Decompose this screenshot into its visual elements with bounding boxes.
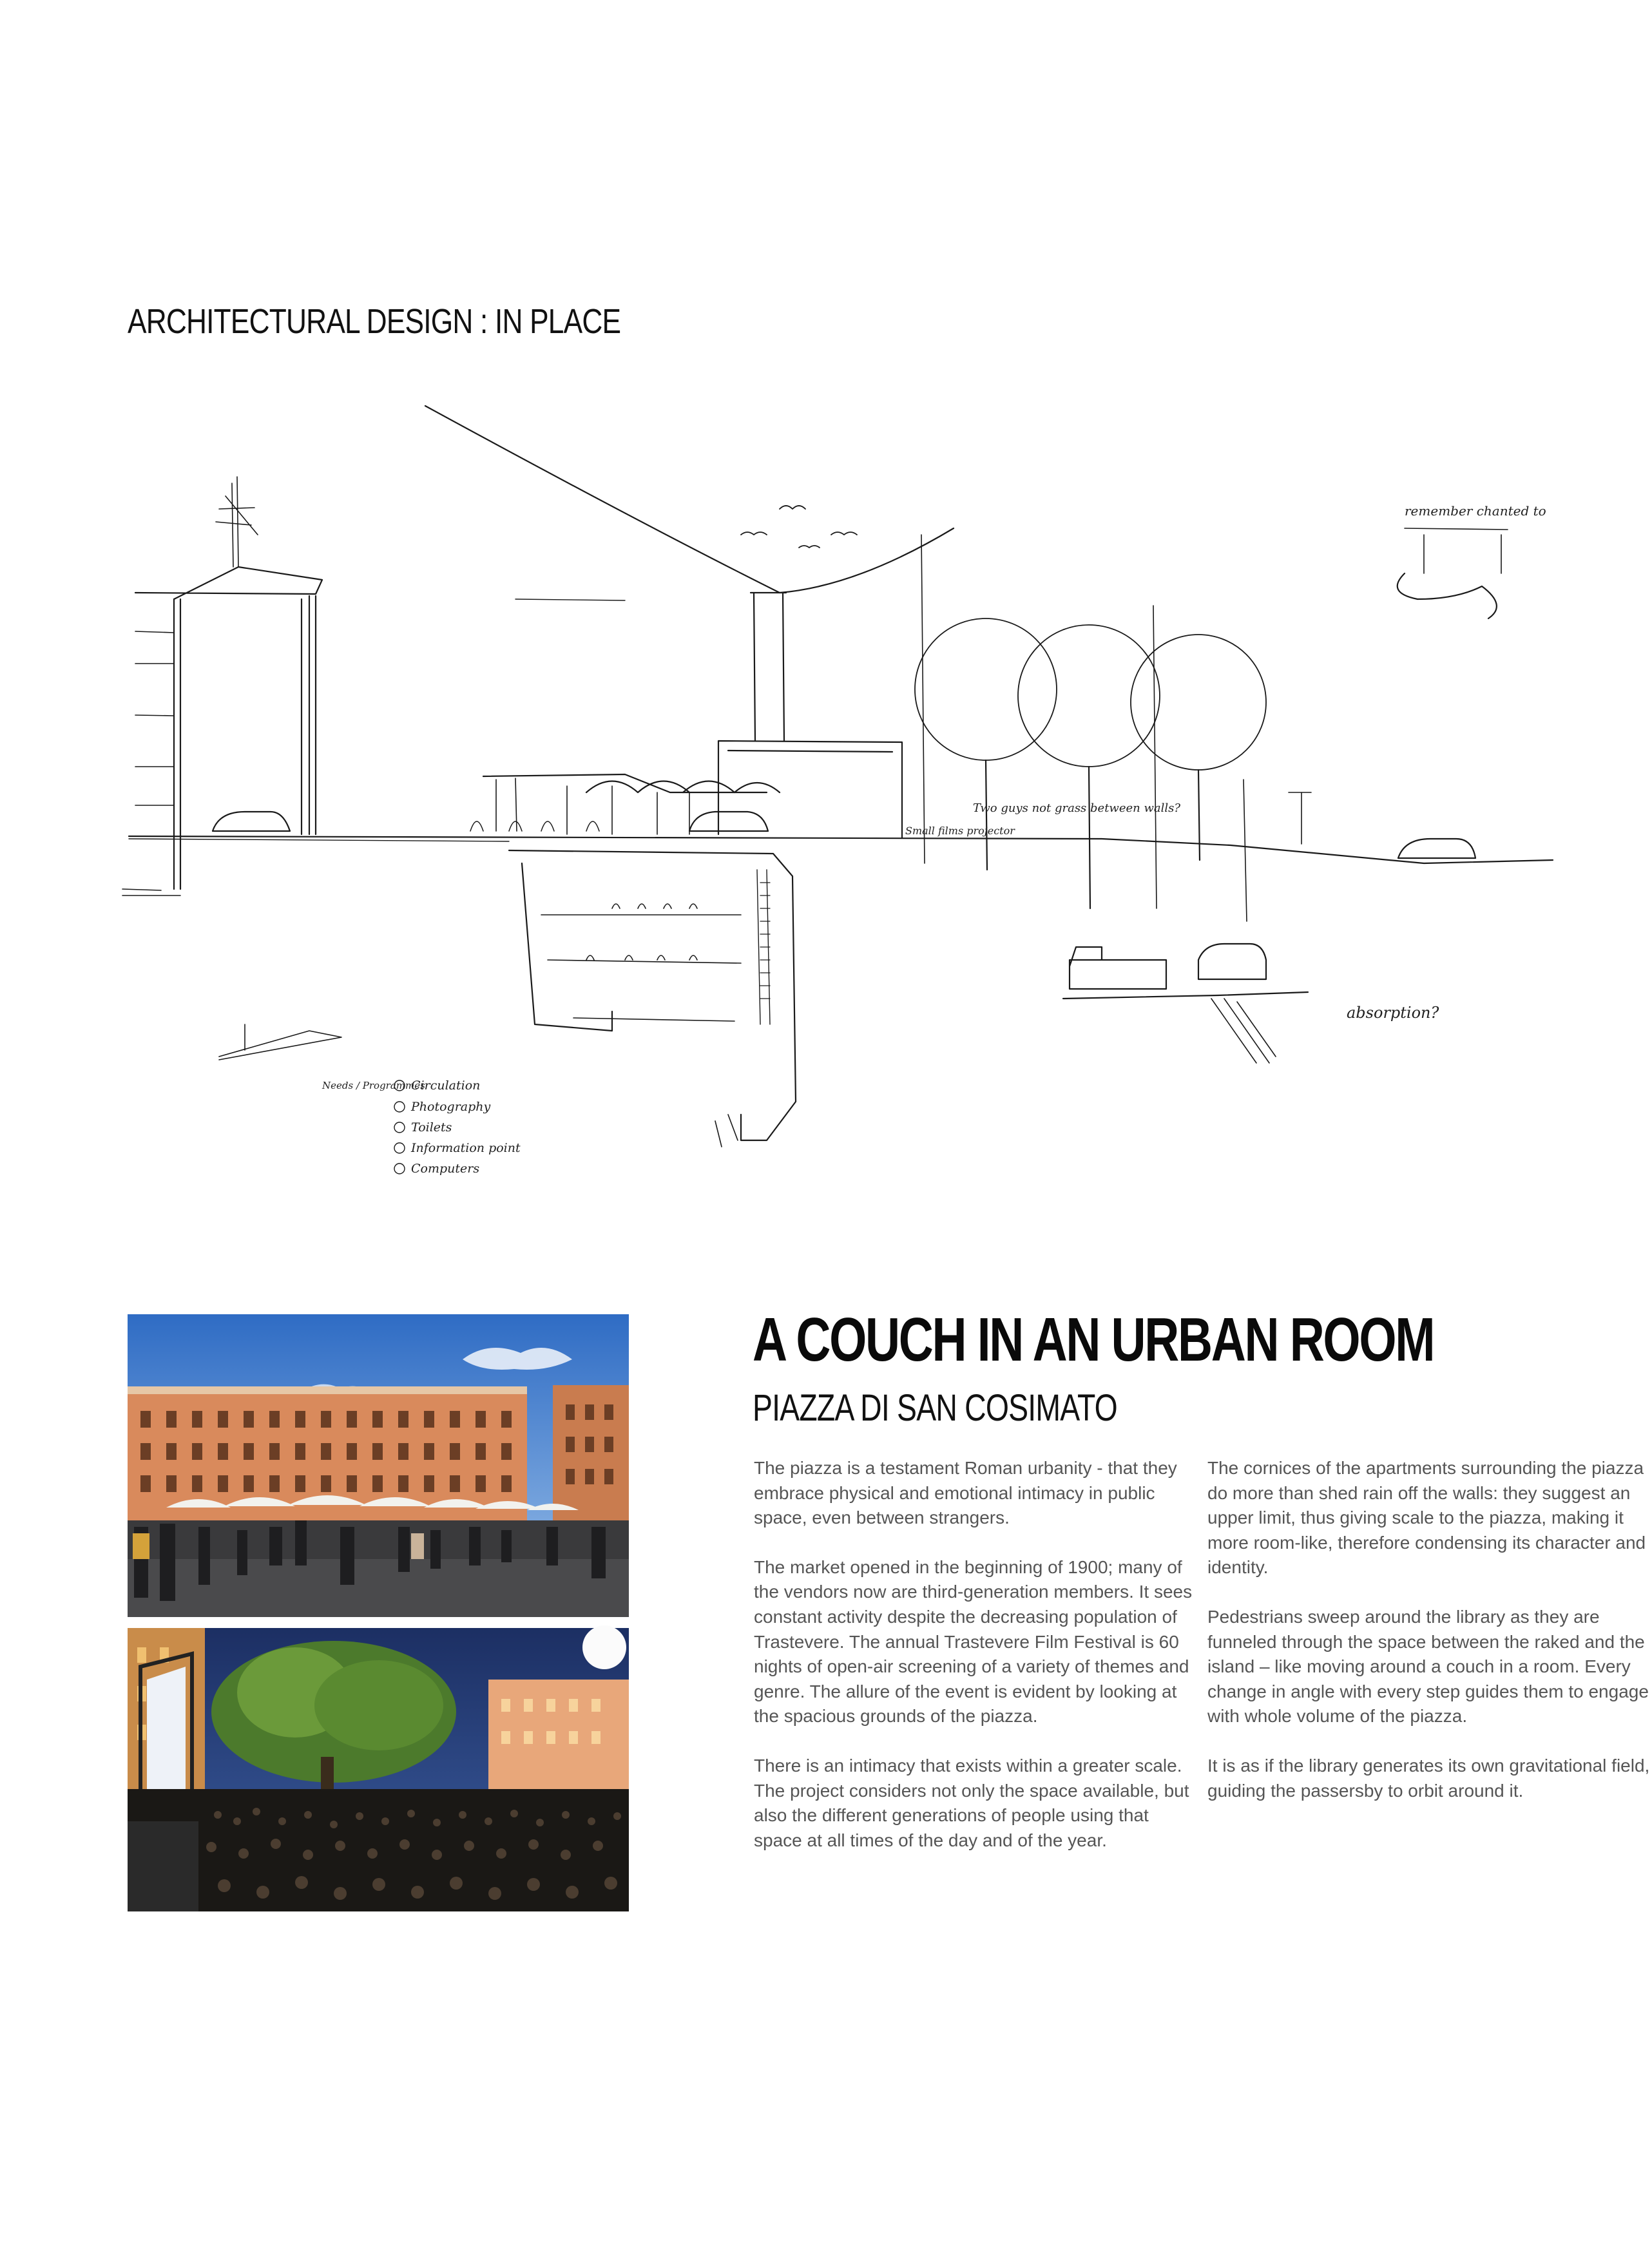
article-paragraph: The cornices of the apartments surrounding the piazza do more than shed rain off the walls: they suggest an upper limit, thus giving scale to the piazza, making it more room-like, therefore condensing its character and identity. (1207, 1458, 1646, 1578)
sketch-legend-item: Photography (411, 1100, 491, 1114)
sketch-legend-item: Computers (411, 1162, 480, 1176)
architectural-section-sketch (122, 380, 1566, 1198)
section-title: ARCHITECTURAL DESIGN : IN PLACE (128, 302, 621, 341)
article-paragraph: There is an intimacy that exists within a greater scale. The project considers not only the space available, but also the different generations of people using that space at all times of the day and of the year. (754, 1755, 1189, 1850)
sketch-legend-item: Information point (411, 1141, 521, 1155)
sketch-note-top-right: remember chanted to (1405, 503, 1546, 519)
article-headline: A COUCH IN AN URBAN ROOM (753, 1305, 1434, 1374)
sketch-legend-item: Circulation (411, 1078, 481, 1093)
article-paragraph: It is as if the library generates its own gravitational field, guiding the passersby to orbit around it. (1207, 1755, 1650, 1801)
sketch-legend-title: Needs / Programmes (322, 1080, 425, 1091)
article-paragraph: The piazza is a testament Roman urbanity - that they embrace physical and emotional intimacy in public space, even between strangers. (754, 1458, 1177, 1528)
sketch-note-middle: Two guys not grass between walls? (973, 801, 1180, 815)
article-paragraph: Pedestrians sweep around the library as they are funneled through the space between the raked and the island – like moving around a couch in a room. Every change in angle with every step guides them to engage with whole volume of the piazza. (1207, 1606, 1649, 1727)
sketch-legend-item: Toilets (411, 1120, 452, 1135)
cinema-photo (128, 1628, 629, 1911)
article-column-right (1207, 1456, 1650, 1828)
article-subheadline: PIAZZA DI SAN COSIMATO (753, 1387, 1117, 1429)
article-paragraph: The market opened in the beginning of 1900; many of the vendors now are third-generation members. It sees constant activity despite the decreasing population of Trastevere. The annual Trastevere Film Festival is 60 nights of open-air screening of a variety of themes and genre. The allure of the event is evident by looking at the spacious grounds of the piazza. (754, 1556, 1193, 1727)
sketch-note-absorption: absorption? (1347, 1004, 1439, 1022)
article-column-left (754, 1456, 1198, 1877)
sketch-note-projector: Small films projector (905, 825, 1015, 837)
market-photo (128, 1314, 629, 1617)
